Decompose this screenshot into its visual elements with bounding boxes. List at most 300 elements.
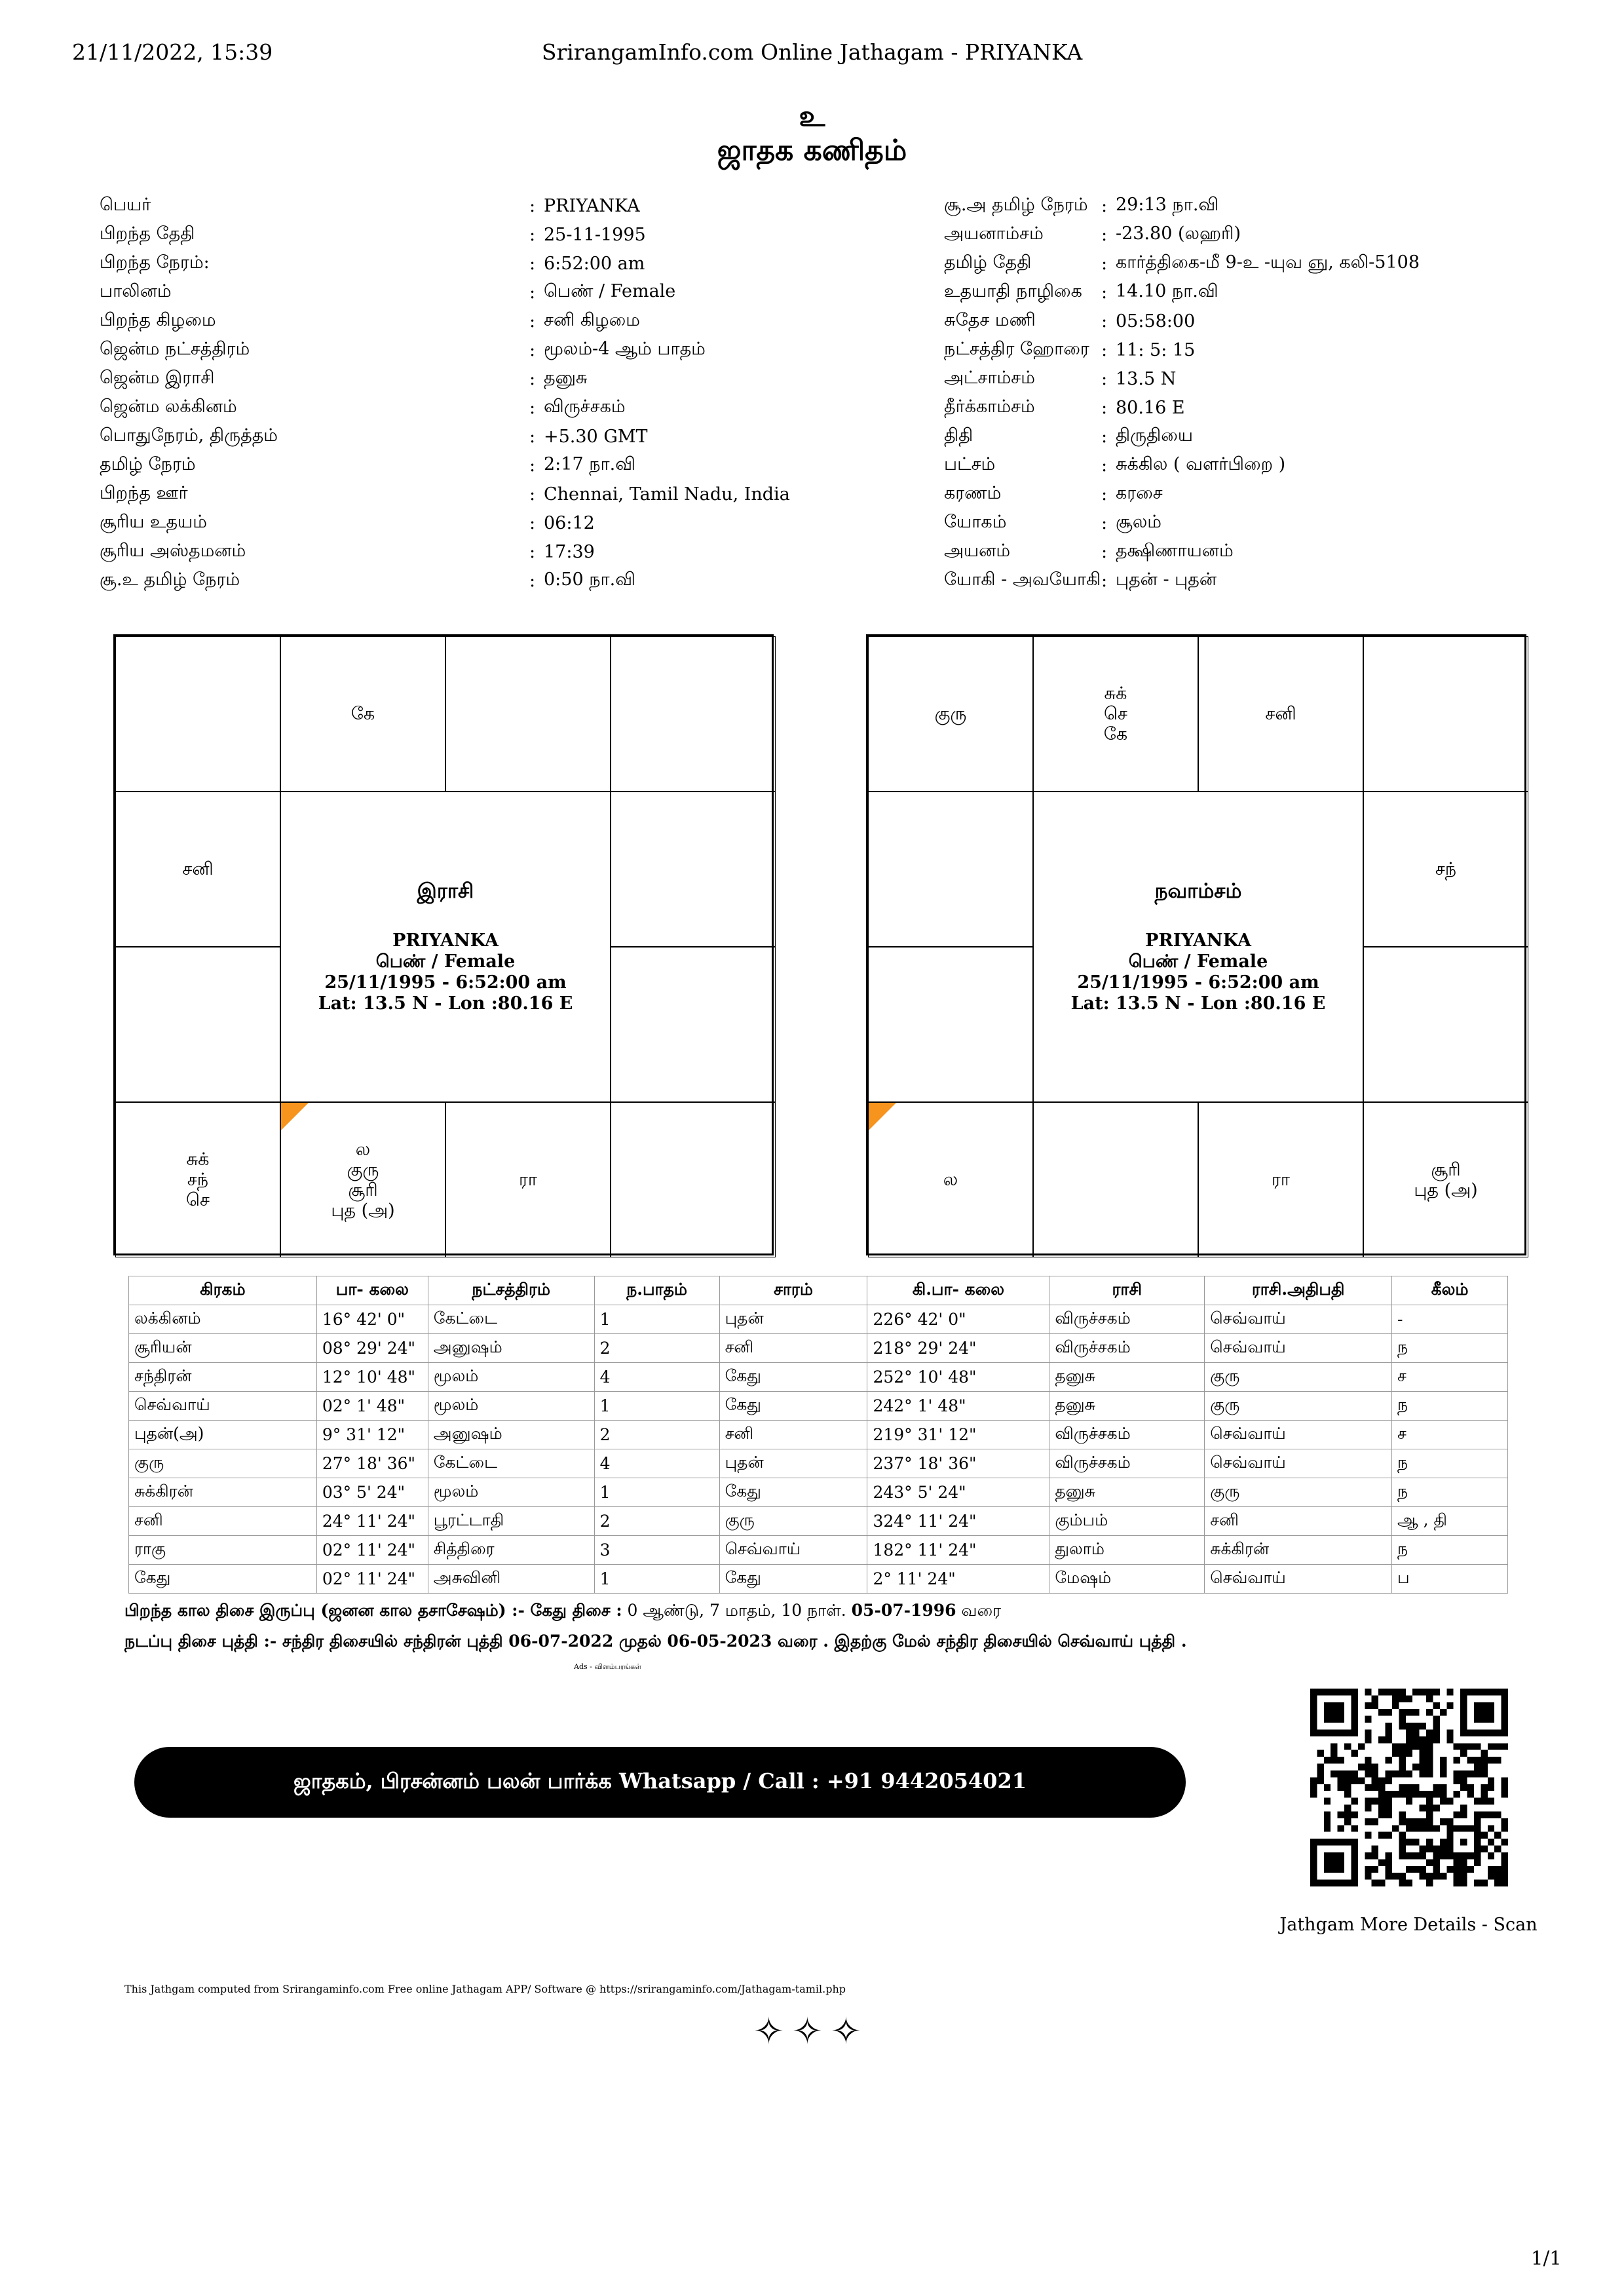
table-cell: 2 [594,1334,719,1363]
table-cell: 237° 18' 36" [867,1449,1049,1478]
info-left-row [100,566,873,595]
rasi-house-cell [280,636,445,792]
info-left-label: பொதுநேரம், திருத்தம் [100,425,278,446]
info-left-value: PRIYANKA [544,195,640,216]
table-cell: சனி [719,1334,867,1363]
colon-separator: : [529,195,536,216]
colon-separator: : [529,397,536,418]
info-right-label: பட்சம் [944,453,996,474]
document-title: ஜாதக கணிதம் [717,134,907,167]
table-cell: 08° 29' 24" [316,1334,428,1363]
info-right-label: யோகி - அவயோகி [944,569,1101,590]
rasi-house-cell [115,947,280,1102]
info-right-row [944,393,1566,422]
navamsa-planet-label: கே [1103,724,1128,744]
table-cell: 2 [594,1421,719,1449]
colon-separator: : [529,282,536,303]
table-cell: கேது [719,1363,867,1392]
colon-separator: : [529,224,536,245]
current-dasa-bhukti: நடப்பு திசை புத்தி :- சந்திர திசையில் சந்திரன் புத்தி 06-07-2022 முதல் 06-05-2023 வரை . இதற்கு மேல் சந்திர திசையில் செவ்வாய் புத்தி . [124,1632,1187,1651]
colon-separator: : [529,570,536,591]
dasa-balance-period: 0 ஆண்டு, 7 மாதம், 10 நாள். [622,1601,852,1620]
navamsa-planet-label: குரு [934,704,967,724]
table-header-row [129,1276,1508,1305]
table-cell: 242° 1' 48" [867,1392,1049,1421]
info-right-label: கரணம் [944,482,1002,503]
info-left-value: +5.30 GMT [544,426,648,447]
navamsa-planet-label: சந் [1435,859,1457,879]
info-right-label: திதி [944,425,973,446]
table-cell: ந [1392,1478,1508,1507]
colon-separator: : [1101,512,1108,533]
info-right-value: 11: 5: 15 [1116,339,1196,360]
table-cell: சுக்கிரன் [1205,1536,1392,1565]
table-header-cell: ந.பாதம் [594,1276,719,1305]
table-cell: துலாம் [1049,1536,1205,1565]
navamsa-house-cell [1198,1102,1363,1257]
colon-separator: : [1101,339,1108,360]
info-right-row [944,249,1566,278]
info-right-row [944,508,1566,537]
info-right-value: சுக்கில ( வளர்பிறை ) [1116,453,1286,474]
table-cell: செவ்வாய் [1205,1334,1392,1363]
info-left-label: பிறந்த கிழமை [100,309,216,330]
info-left-label: சூரிய அஸ்தமனம் [100,540,246,561]
info-right-row [944,480,1566,508]
info-left-row [100,307,873,335]
table-cell: மூலம் [428,1363,594,1392]
table-cell: 2° 11' 24" [867,1565,1049,1594]
colon-separator: : [529,426,536,447]
table-cell: ந [1392,1392,1508,1421]
info-right-row [944,278,1566,307]
rasi-planet-label: ல [355,1139,371,1160]
table-cell: தனுசு [1049,1392,1205,1421]
navamsa-planet-label: புத (அ) [1414,1179,1478,1200]
dasa-balance-date: 05-07-1996 [851,1601,956,1620]
print-datetime: 21/11/2022, 15:39 [72,39,273,65]
navamsa-chart-name: PRIYANKA [1145,930,1251,951]
table-row [129,1478,1508,1507]
info-left-value: 2:17 நா.வி [544,453,635,474]
info-left-value: சனி கிழமை [544,309,640,330]
colon-separator: : [529,339,536,360]
info-right-value: திருதியை [1116,425,1193,446]
navamsa-chart [866,634,1526,1255]
navamsa-house-cell [1033,1102,1198,1257]
table-cell: 1 [594,1478,719,1507]
qr-caption: Jathgam More Details - Scan [1279,1915,1538,1935]
info-left-row [100,335,873,364]
navamsa-planet-label: ரா [1271,1170,1291,1190]
rasi-planet-label: புத (அ) [331,1200,395,1221]
info-right-value: 80.16 E [1116,397,1185,418]
rasi-planet-label: சந் [187,1170,209,1190]
rasi-planet-label: சுக் [186,1149,210,1170]
info-left-label: ஜென்ம நட்சத்திரம் [100,338,250,359]
table-cell: லக்கினம் [129,1305,317,1334]
colon-separator: : [1101,195,1108,216]
table-cell: பூரட்டாதி [428,1507,594,1536]
table-row [129,1421,1508,1449]
info-left-row [100,537,873,566]
colon-separator: : [529,484,536,505]
rasi-chart-datetime: 25/11/1995 - 6:52:00 am [324,972,567,993]
table-cell: செவ்வாய் [719,1536,867,1565]
table-row [129,1507,1508,1536]
table-cell: செவ்வாய் [1205,1449,1392,1478]
info-left-value: 6:52:00 am [544,253,645,274]
rasi-house-cell [280,1102,445,1257]
table-cell: புதன் [719,1305,867,1334]
table-cell: சுக்கிரன் [129,1478,317,1507]
table-cell: அசுவினி [428,1565,594,1594]
rasi-planet-label: குரு [347,1159,379,1180]
rasi-chart-center [280,792,611,1102]
table-cell: 3 [594,1536,719,1565]
info-right-label: யோகம் [944,511,1007,532]
dasa-balance-label: பிறந்த கால திசை இருப்பு (ஜனன கால தசாசேஷம்) :- கேது திசை : [124,1601,622,1620]
navamsa-chart-title: நவாம்சம் [1154,879,1242,903]
table-cell: சூரியன் [129,1334,317,1363]
table-cell: செவ்வாய் [1205,1421,1392,1449]
table-cell: விருச்சகம் [1049,1334,1205,1363]
colon-separator: : [529,541,536,562]
table-cell: விருச்சகம் [1049,1305,1205,1334]
birth-details-right [944,191,1566,595]
navamsa-chart-latlon: Lat: 13.5 N - Lon :80.16 E [1070,993,1326,1014]
table-row [129,1363,1508,1392]
birth-details-left [100,191,873,595]
navamsa-house-cell [1363,947,1528,1102]
info-right-row [944,191,1566,220]
table-cell: 182° 11' 24" [867,1536,1049,1565]
colon-separator: : [529,311,536,332]
computed-from-note: This Jathgam computed from Srirangaminfo.com Free online Jathagam APP/ Software @ https://srirangaminfo.com/Jathagam-tamil.php [124,1983,846,1995]
info-left-value: 25-11-1995 [544,224,646,245]
table-cell: செவ்வாய் [1205,1305,1392,1334]
table-cell: 02° 11' 24" [316,1565,428,1594]
table-cell: அனுஷம் [428,1334,594,1363]
info-left-row [100,364,873,393]
table-cell: 27° 18' 36" [316,1449,428,1478]
colon-separator: : [1101,311,1108,332]
table-row [129,1392,1508,1421]
navamsa-planet-label: சூரி [1431,1159,1461,1180]
info-left-row [100,422,873,451]
table-cell: கேது [129,1565,317,1594]
info-right-value: தக்ஷிணாயனம் [1116,540,1234,561]
info-right-value: 13.5 N [1116,368,1177,389]
table-cell: புதன்(அ) [129,1421,317,1449]
navamsa-planet-label: சுக் [1104,683,1127,704]
table-cell: ராகு [129,1536,317,1565]
table-row [129,1536,1508,1565]
table-cell: மேஷம் [1049,1565,1205,1594]
rasi-house-cell [611,1102,776,1257]
info-left-row [100,220,873,249]
rasi-planet-label: சனி [182,859,214,879]
info-right-row [944,335,1566,364]
table-cell: 243° 5' 24" [867,1478,1049,1507]
info-left-row [100,278,873,307]
table-cell: ந [1392,1449,1508,1478]
info-left-label: பிறந்த ஊர் [100,482,188,503]
info-left-row [100,393,873,422]
table-header-cell: நட்சத்திரம் [428,1276,594,1305]
table-row [129,1305,1508,1334]
table-header-cell: பா- கலை [316,1276,428,1305]
colon-separator: : [529,253,536,274]
navamsa-house-cell [868,947,1033,1102]
rasi-chart-latlon: Lat: 13.5 N - Lon :80.16 E [318,993,573,1014]
table-cell: 2 [594,1507,719,1536]
info-left-value: விருச்சகம் [544,396,626,417]
info-right-value: கரசை [1116,482,1163,503]
table-cell: ஆ , தி [1392,1507,1508,1536]
table-cell: குரு [1205,1363,1392,1392]
rasi-chart-title: இராசி [417,879,474,903]
table-cell: குரு [129,1449,317,1478]
table-cell: சனி [719,1421,867,1449]
dasa-balance [124,1601,1001,1622]
navamsa-house-cell [1363,792,1528,947]
info-left-value: Chennai, Tamil Nadu, India [544,484,790,505]
table-cell: 9° 31' 12" [316,1421,428,1449]
colon-separator: : [1101,455,1108,476]
info-right-value: சூலம் [1116,511,1161,532]
pillaiyar-suzhi: உ [799,100,825,133]
info-right-value: -23.80 (லஹரி) [1116,223,1241,244]
info-left-row [100,249,873,278]
colon-separator: : [1101,368,1108,389]
table-cell: 02° 1' 48" [316,1392,428,1421]
planet-position-table [128,1276,1508,1594]
navamsa-house-cell [868,1102,1033,1257]
dasa-balance-end: வரை [956,1601,1002,1620]
rasi-planet-label: ரா [518,1170,538,1190]
rasi-house-cell [115,636,280,792]
lagna-marker-icon [281,1103,309,1130]
navamsa-chart-datetime: 25/11/1995 - 6:52:00 am [1077,972,1319,993]
table-cell: 1 [594,1305,719,1334]
table-row [129,1449,1508,1478]
navamsa-house-cell [1363,1102,1528,1257]
navamsa-house-cell [1033,636,1198,792]
info-left-row [100,508,873,537]
rasi-house-cell [445,636,611,792]
rasi-planet-label: கே [350,704,375,724]
table-cell: 324° 11' 24" [867,1507,1049,1536]
navamsa-house-cell [868,792,1033,947]
table-cell: கேட்டை [428,1449,594,1478]
info-right-row [944,537,1566,566]
rasi-house-cell [611,947,776,1102]
rasi-house-cell [611,636,776,792]
table-row [129,1565,1508,1594]
info-left-row [100,480,873,508]
rasi-chart [113,634,774,1255]
info-left-label: பெயர் [100,194,151,215]
table-cell: 4 [594,1363,719,1392]
info-left-label: சூரிய உதயம் [100,511,207,532]
info-left-label: பாலினம் [100,280,172,301]
table-header-cell: ராசி [1049,1276,1205,1305]
table-cell: சனி [129,1507,317,1536]
navamsa-planet-label: சனி [1265,704,1296,724]
table-cell: கேது [719,1392,867,1421]
info-left-value: மூலம்-4 ஆம் பாதம் [544,338,706,359]
colon-separator: : [1101,426,1108,447]
decorative-stars: ✧✧✧ [753,2010,869,2053]
navamsa-chart-gender: பெண் / Female [1128,951,1268,972]
rasi-planet-label: சூரி [348,1179,378,1200]
page-number: 1/1 [1531,2247,1562,2269]
info-right-label: சூ.அ தமிழ் நேரம் [944,194,1088,215]
table-cell: குரு [1205,1478,1392,1507]
table-cell: 252° 10' 48" [867,1363,1049,1392]
info-right-label: அயனாம்சம் [944,223,1044,244]
info-left-value: தனுசு [544,367,588,388]
table-cell: மூலம் [428,1392,594,1421]
info-right-value: புதன் - புதன் [1116,569,1217,590]
ads-label: Ads - விளம்பரங்கள் [574,1662,642,1671]
info-right-row [944,220,1566,249]
table-cell: செவ்வாய் [129,1392,317,1421]
info-left-row [100,191,873,220]
table-cell: தனுசு [1049,1478,1205,1507]
info-left-label: சூ.உ தமிழ் நேரம் [100,569,240,590]
table-header-cell: கி.பா- கலை [867,1276,1049,1305]
info-right-row [944,566,1566,595]
table-cell: ந [1392,1334,1508,1363]
table-header-cell: ராசி.அதிபதி [1205,1276,1392,1305]
table-cell: கேட்டை [428,1305,594,1334]
info-left-value: பெண் / Female [544,280,676,301]
table-cell: விருச்சகம் [1049,1449,1205,1478]
navamsa-house-cell [1198,636,1363,792]
table-cell: விருச்சகம் [1049,1421,1205,1449]
info-right-row [944,307,1566,335]
info-right-row [944,451,1566,480]
table-cell: கும்பம் [1049,1507,1205,1536]
table-cell: மூலம் [428,1478,594,1507]
navamsa-chart-center [1033,792,1363,1102]
table-cell: ப [1392,1565,1508,1594]
info-right-label: அட்சாம்சம் [944,367,1035,388]
navamsa-house-cell [1363,636,1528,792]
info-left-value: 0:50 நா.வி [544,569,635,590]
table-cell: 1 [594,1565,719,1594]
info-right-label: நட்சத்திர ஹோரை [944,338,1089,359]
table-row [129,1334,1508,1363]
qr-code[interactable] [1310,1689,1508,1886]
info-right-value: கார்த்திகை-மீ 9-உ -யுவ ஞு, கலி-5108 [1116,252,1420,273]
info-right-row [944,364,1566,393]
colon-separator: : [1101,397,1108,418]
table-cell: சித்திரை [428,1536,594,1565]
rasi-chart-gender: பெண் / Female [375,951,516,972]
lagna-marker-icon [869,1103,896,1130]
info-right-row [944,422,1566,451]
info-right-value: 14.10 நா.வி [1116,280,1218,301]
navamsa-planet-label: செ [1104,704,1127,724]
info-left-value: 06:12 [544,512,595,533]
rasi-house-cell [115,1102,280,1257]
table-cell: 02° 11' 24" [316,1536,428,1565]
table-cell: 219° 31' 12" [867,1421,1049,1449]
table-cell: 1 [594,1392,719,1421]
colon-separator: : [1101,541,1108,562]
navamsa-planet-label: ல [943,1170,958,1190]
table-cell: கேது [719,1565,867,1594]
table-cell: செவ்வாய் [1205,1565,1392,1594]
colon-separator: : [1101,253,1108,274]
info-right-label: அயனம் [944,540,1011,561]
table-header-cell: கிரகம் [129,1276,317,1305]
table-header-cell: கீலம் [1392,1276,1508,1305]
rasi-house-cell [445,1102,611,1257]
table-cell: ச [1392,1421,1508,1449]
table-cell: - [1392,1305,1508,1334]
colon-separator: : [1101,282,1108,303]
table-cell: 03° 5' 24" [316,1478,428,1507]
info-left-label: ஜென்ம இராசி [100,367,215,388]
info-left-label: ஜென்ம லக்கினம் [100,396,237,417]
info-left-value: 17:39 [544,541,595,562]
info-left-label: தமிழ் நேரம் [100,453,196,474]
colon-separator: : [529,512,536,533]
info-right-value: 05:58:00 [1116,311,1196,332]
table-cell: குரு [719,1507,867,1536]
page-title: SrirangamInfo.com Online Jathagam - PRIYANKA [541,39,1083,65]
info-left-label: பிறந்த தேதி [100,223,195,244]
info-left-label: பிறந்த நேரம்: [100,252,210,273]
info-right-label: சுதேச மணி [944,309,1036,330]
colon-separator: : [1101,224,1108,245]
colon-separator: : [529,368,536,389]
table-cell: அனுஷம் [428,1421,594,1449]
table-cell: 4 [594,1449,719,1478]
table-cell: 226° 42' 0" [867,1305,1049,1334]
table-cell: சனி [1205,1507,1392,1536]
table-cell: 218° 29' 24" [867,1334,1049,1363]
table-cell: குரு [1205,1392,1392,1421]
whatsapp-call-banner[interactable]: ஜாதகம், பிரசன்னம் பலன் பார்க்க Whatsapp / Call : +91 9442054021 [134,1747,1186,1818]
info-right-label: தமிழ் தேதி [944,252,1032,273]
info-right-value: 29:13 நா.வி [1116,194,1219,215]
table-cell: தனுசு [1049,1363,1205,1392]
navamsa-house-cell [868,636,1033,792]
table-cell: 12° 10' 48" [316,1363,428,1392]
rasi-planet-label: செ [186,1190,210,1210]
table-cell: 16° 42' 0" [316,1305,428,1334]
rasi-house-cell [611,792,776,947]
table-cell: 24° 11' 24" [316,1507,428,1536]
table-cell: கேது [719,1478,867,1507]
colon-separator: : [1101,570,1108,591]
table-header-cell: சாரம் [719,1276,867,1305]
info-right-label: உதயாதி நாழிகை [944,280,1082,301]
colon-separator: : [1101,484,1108,505]
rasi-house-cell [115,792,280,947]
table-cell: சந்திரன் [129,1363,317,1392]
colon-separator: : [529,455,536,476]
table-cell: ச [1392,1363,1508,1392]
table-cell: ந [1392,1536,1508,1565]
info-left-row [100,451,873,480]
rasi-chart-name: PRIYANKA [392,930,499,951]
